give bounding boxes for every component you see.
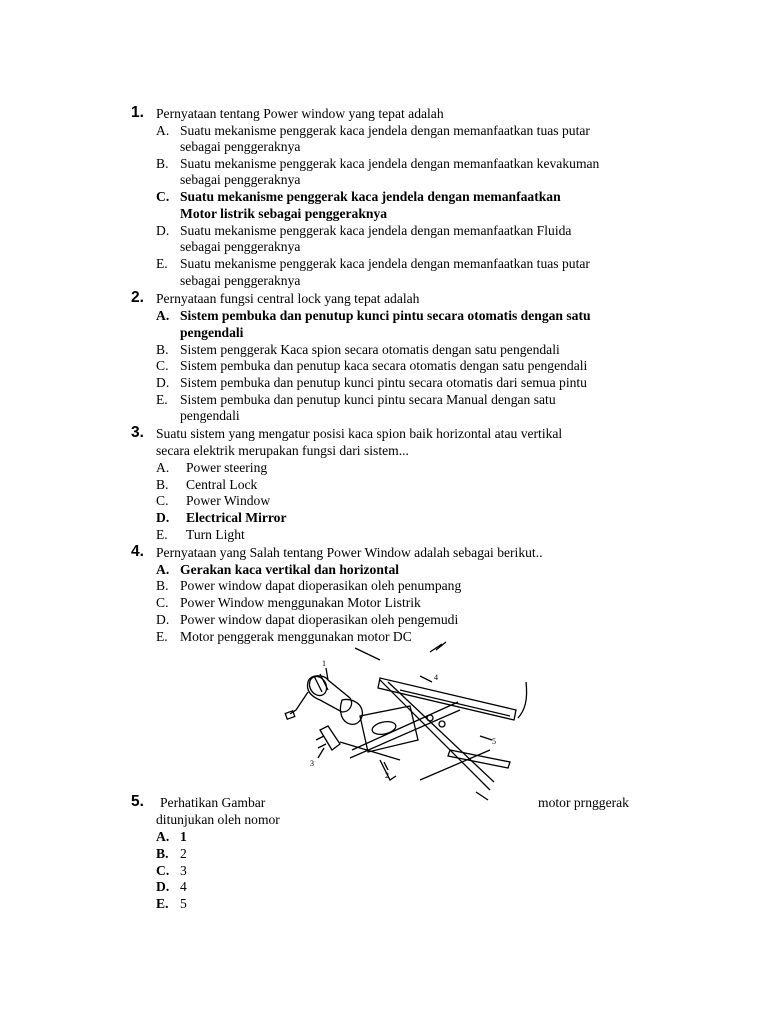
option-text: Power steering — [186, 460, 268, 475]
option-text: Power Window — [186, 493, 271, 508]
question-stem: ditunjukan oleh nomor — [156, 812, 280, 827]
option-letter: D. — [156, 510, 170, 525]
option-text: sebagai penggeraknya — [180, 273, 301, 288]
figure-label: 4 — [434, 673, 438, 682]
option-text: Suatu mekanisme penggerak kaca jendela dengan memanfaatkan kevakuman — [180, 156, 600, 171]
option-text: Sistem pembuka dan penutup kunci pintu secara Manual dengan satu — [180, 392, 556, 407]
option-text: pengendali — [180, 325, 244, 340]
option-text: Electrical Mirror — [186, 510, 287, 525]
option-text: Power window dapat dioperasikan oleh pengemudi — [180, 612, 459, 627]
option-text: Suatu mekanisme penggerak kaca jendela dengan memanfaatkan — [180, 189, 561, 204]
question-stem: Pernyataan fungsi central lock yang tepat adalah — [156, 291, 420, 306]
option-text: 3 — [180, 863, 187, 878]
option-letter: B. — [156, 477, 169, 492]
option-letter: D. — [156, 223, 170, 238]
option-text: Suatu mekanisme penggerak kaca jendela dengan memanfaatkan tuas putar — [180, 123, 590, 138]
option-text: Power Window menggunakan Motor Listrik — [180, 595, 421, 610]
option-text: Suatu mekanisme penggerak kaca jendela dengan memanfaatkan Fluida — [180, 223, 572, 238]
option-letter: C. — [156, 595, 169, 610]
question-number: 4. — [131, 543, 144, 560]
option-letter: B. — [156, 578, 169, 593]
option-letter: B. — [156, 156, 169, 171]
option-letter: B. — [156, 342, 169, 357]
option-letter: C. — [156, 863, 170, 878]
option-letter: E. — [156, 629, 168, 644]
option-letter: C. — [156, 358, 169, 373]
option-letter: C. — [156, 189, 170, 204]
option-text: 1 — [180, 829, 187, 844]
figure-label: 2 — [385, 771, 389, 780]
option-letter: A. — [156, 123, 170, 138]
question-stem: Pernyataan yang Salah tentang Power Window adalah sebagai berikut.. — [156, 545, 543, 560]
window-regulator-diagram — [280, 640, 540, 810]
question-number: 1. — [131, 104, 144, 121]
option-letter: E. — [156, 896, 169, 911]
option-text: Sistem pembuka dan penutup kaca secara otomatis dengan satu pengendali — [180, 358, 588, 373]
option-text: 5 — [180, 896, 187, 911]
option-text: Sistem pembuka dan penutup kunci pintu secara otomatis dari semua pintu — [180, 375, 587, 390]
option-letter: A. — [156, 562, 170, 577]
option-text: Sistem pembuka dan penutup kunci pintu secara otomatis dengan satu — [180, 308, 591, 323]
option-letter: E. — [156, 256, 168, 271]
question-stem: Pernyataan tentang Power window yang tepat adalah — [156, 106, 444, 121]
option-letter: D. — [156, 375, 170, 390]
option-letter: D. — [156, 612, 170, 627]
question-stem: Suatu sistem yang mengatur posisi kaca spion baik horizontal atau vertikal — [156, 426, 563, 441]
question-number: 3. — [131, 424, 144, 441]
option-text: sebagai penggeraknya — [180, 172, 301, 187]
figure-label: 3 — [310, 759, 314, 768]
option-letter: E. — [156, 527, 168, 542]
option-text: Turn Light — [186, 527, 245, 542]
option-text: 2 — [180, 846, 187, 861]
option-letter: D. — [156, 879, 170, 894]
option-text: Motor penggerak menggunakan motor DC — [180, 629, 412, 644]
option-letter: E. — [156, 392, 168, 407]
option-text: pengendali — [180, 408, 240, 423]
option-text: Motor listrik sebagai penggeraknya — [180, 206, 388, 221]
option-text: Sistem penggerak Kaca spion secara otomatis dengan satu pengendali — [180, 342, 560, 357]
option-text: Gerakan kaca vertikal dan horizontal — [180, 562, 400, 577]
option-text: Power window dapat dioperasikan oleh penumpang — [180, 578, 462, 593]
question-number: 2. — [131, 289, 144, 306]
figure-label: 5 — [492, 737, 496, 746]
question-stem: Perhatikan Gambar — [160, 795, 266, 810]
option-letter: B. — [156, 846, 169, 861]
question-stem: motor prnggerak — [538, 795, 629, 810]
option-letter: A. — [156, 308, 170, 323]
option-letter: A. — [156, 829, 170, 844]
option-text: sebagai penggeraknya — [180, 139, 301, 154]
option-letter: C. — [156, 493, 169, 508]
option-text: Central Lock — [186, 477, 258, 492]
question-number: 5. — [131, 793, 144, 810]
question-stem: secara elektrik merupakan fungsi dari sistem... — [156, 443, 409, 458]
option-text: 4 — [180, 879, 187, 894]
option-text: sebagai penggeraknya — [180, 239, 301, 254]
figure-label: 1 — [322, 659, 326, 668]
option-text: Suatu mekanisme penggerak kaca jendela dengan memanfaatkan tuas putar — [180, 256, 590, 271]
option-letter: A. — [156, 460, 170, 475]
